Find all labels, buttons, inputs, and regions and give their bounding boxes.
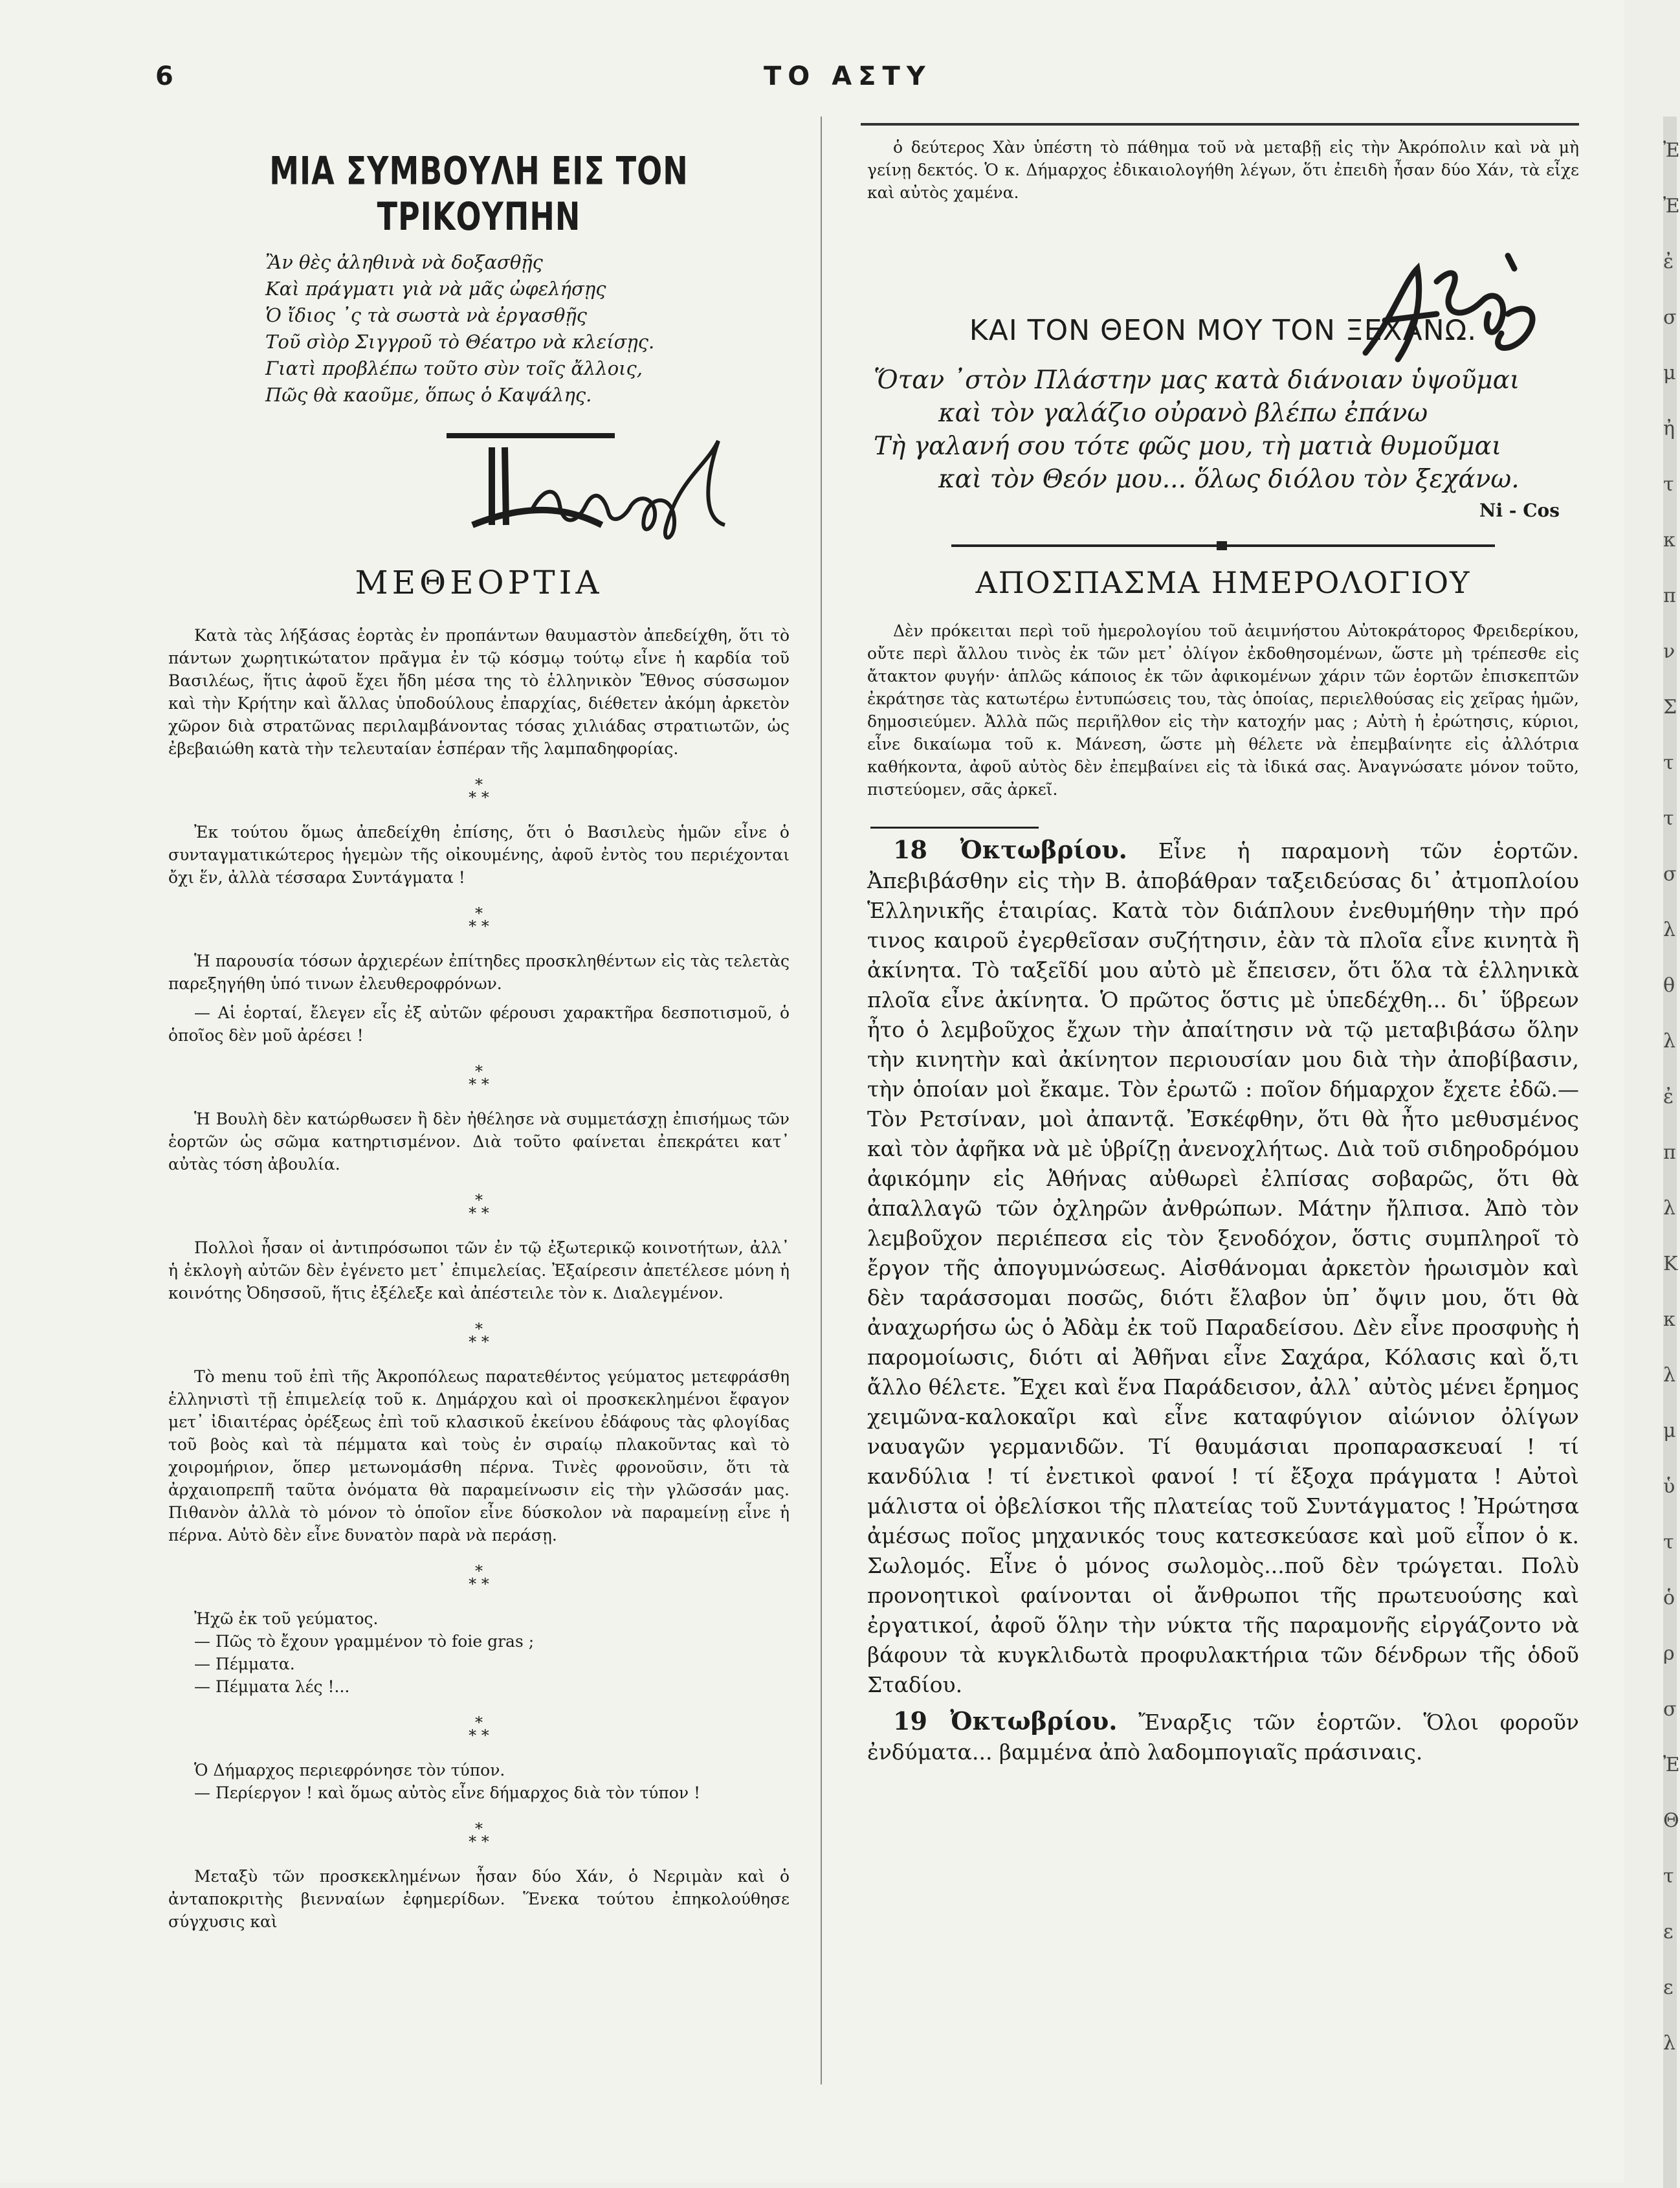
section-title-metheortia: ΜΕΘΕΟΡΤΙΑ xyxy=(355,564,603,601)
poem-line: Ὅταν ᾽στὸν Πλάστην μας κατὰ διάνοιαν ὑψοῦμαι xyxy=(874,366,1520,395)
poem-line: Τὴ γαλανή σου τότε φῶς μου, τὴ ματιὰ θυμοῦμαι xyxy=(874,432,1502,461)
paragraph: — Αἱ ἑορταί, ἔλεγεν εἷς ἐξ αὐτῶν φέρουσι χαρακτῆρα δεσποτισμοῦ, ὁ ὁποῖος δὲν μοῦ ἀρέσει ! xyxy=(168,1003,790,1045)
signature-pelargos xyxy=(447,428,731,551)
poem-line: καὶ τὸν Θεόν μου... ὅλως διόλου τὸν ξεχάνω. xyxy=(938,465,1520,494)
adjacent-page-letter: σ xyxy=(1663,863,1677,886)
adjacent-page-letter: Ἐ xyxy=(1663,1754,1680,1776)
top-rule xyxy=(861,123,1579,126)
separator-stars: * * * xyxy=(469,1714,489,1745)
adjacent-page-letter: ε xyxy=(1663,1976,1674,1999)
dialog-line: — Πέμματα λές !... xyxy=(194,1677,350,1696)
separator-stars: * * * xyxy=(469,776,489,807)
separator-stars: * * * xyxy=(469,1062,489,1093)
section-separator xyxy=(951,544,1495,547)
paragraph: Μεταξὺ τῶν προσκεκλημένων ἦσαν δύο Χάν, ὁ Νεριμὰν καὶ ὁ ἀνταποκριτὴς βιενναίων ἐφημερίδων. Ἕνεκα τούτου ἐπηκολούθησε σύγχυσις καὶ xyxy=(168,1867,790,1931)
adjacent-page-letter: ἐ xyxy=(1663,251,1674,273)
adjacent-page-letter: ὁ xyxy=(1663,1587,1675,1609)
poem-line: Τοῦ σὶὸρ Σιγγροῦ τὸ Θέατρο νὰ κλείσῃς. xyxy=(265,331,655,353)
adjacent-page-letter: ὑ xyxy=(1663,1475,1675,1498)
entry-date: 19 Ὀκτωβρίου. xyxy=(893,1706,1118,1736)
diary-entry xyxy=(867,1706,1579,1767)
left-headline: ΜΙΑ ΣΥΜΒΟΥΛΗ ΕΙΣ ΤΟΝ ΤΡΙΚΟΥΠΗΝ xyxy=(269,148,689,240)
poem-line: Γιατὶ προβλέπω τοῦτο σὺν τοῖς ἄλλοις, xyxy=(265,357,643,379)
left-column xyxy=(168,139,790,1939)
dialog-line: — Περίεργον ! καὶ ὅμως αὐτὸς εἶνε δήμαρχος διὰ τὸν τύπον ! xyxy=(194,1783,701,1802)
adjacent-page-letter: τ xyxy=(1663,807,1674,830)
column-divider xyxy=(821,117,822,2084)
poem-line: καὶ τὸν γαλάζιο οὐρανὸ βλέπω ἐπάνω xyxy=(938,399,1428,428)
adjacent-page-letter: τ xyxy=(1663,473,1674,496)
adjacent-page-letter: ρ xyxy=(1663,1642,1675,1665)
page-number: 6 xyxy=(155,61,173,91)
adjacent-page-letter: κ xyxy=(1663,1308,1675,1331)
diary-entry xyxy=(867,835,1579,1700)
adjacent-page-letter: λ xyxy=(1663,919,1676,941)
paragraph: Ἐκ τούτου ὅμως ἀπεδείχθη ἐπίσης, ὅτι ὁ Βασιλεὺς ἡμῶν εἶνε ὁ συνταγματικώτερος ἡγεμὼν τῆς οἰκουμένης, ἀφοῦ ἐντὸς του περιέχονται ὄχι ἕν, ἀλλὰ τέσσαρα Συντάγματα ! xyxy=(168,823,790,887)
paragraph: Πολλοὶ ἦσαν οἱ ἀντιπρόσωποι τῶν ἐν τῷ ἐξωτερικῷ κοινοτήτων, ἀλλ᾽ ἡ ἐκλογὴ αὐτῶν δὲν ἐγένετο μετ᾽ ἐπιμελείας. Ἐξαίρεσιν ἀπετέλεσε μόνη ἡ κοινότης Ὀδησσοῦ, ἥτις ἐξέλεξε καὶ ἀπέστειλε τὸν κ. Διαλεγμένον. xyxy=(168,1238,790,1302)
adjacent-page-letter: μ xyxy=(1663,1420,1676,1442)
adjacent-page-letter: Θ xyxy=(1663,1809,1679,1832)
adjacent-page-letter: λ xyxy=(1663,1197,1676,1220)
right-column xyxy=(867,136,1579,1767)
poem-line: Ἂν θὲς ἀληθινὰ νὰ δοξασθῇς xyxy=(265,251,543,273)
right-headline: ΚΑΙ ΤΟΝ ΘΕΟΝ ΜΟΥ ΤΟΝ ΞΕΧΑΝΩ. xyxy=(969,314,1477,347)
entry-text: Ἔναρξις τῶν ἑορτῶν. Ὅλοι φοροῦν ἐνδύματα... βαμμένα ἀπὸ λαδομπογιαῖς πράσιναις. xyxy=(867,1710,1579,1765)
dialog-line: Ὁ Δήμαρχος περιεφρόνησε τὸν τύπον. xyxy=(194,1761,505,1780)
signature-ajos xyxy=(1353,243,1547,372)
dialog-line: — Πῶς τὸ ἔχουν γραμμένον τὸ foie gras ; xyxy=(194,1632,535,1651)
separator-stars: * * * xyxy=(469,1320,489,1351)
adjacent-page-letter: Κ xyxy=(1663,1253,1678,1275)
masthead: ΤΟ ΑΣΤΥ xyxy=(764,61,932,91)
adjacent-page-letter: Ἐ xyxy=(1663,195,1680,218)
paragraph: Τὸ menu τοῦ ἐπὶ τῆς Ἀκροπόλεως παρατεθέντος γεύματος μετεφράσθη ἑλληνιστὶ τῇ ἐπιμελείᾳ τοῦ κ. Δημάρχου καὶ οἱ προσκεκλημένοι ἔφαγον μετ᾽ ἰδιαιτέρας ὀρέξεως ἐπὶ τοῦ κλασικοῦ ἐκείνου ἐδάφους τὰς φλογίδας τοῦ βοὸς καὶ τὰ πέμματα καὶ τοὺς ἐν σιραίῳ πλακοῦντας καὶ τὸ χοιρομήριον, ὅπερ μετωνομάσθη πέρνα. Τινὲς φρονοῦσιν, ὅτι τὰ ἀρχαιοπρεπῆ ταῦτα ὀνόματα θὰ παραμείνωσιν εἰς τὴν γλῶσσάν μας. Πιθανὸν ἀλλὰ τὸ μόνον τὸ ὁποῖον εἶνε δύσκολον νὰ παραμείνῃ εἶνε ἡ πέρνα. Αὐτὸ δὲν εἶνε δυνατὸν παρὰ νὰ περάσῃ. xyxy=(168,1367,790,1545)
separator-stars: * * * xyxy=(469,1191,489,1222)
separator-stars: * * * xyxy=(469,904,489,935)
poem-line: Ὁ ἴδιος ᾽ς τὰ σωστὰ νὰ ἐργασθῇς xyxy=(265,304,587,326)
diary-rule xyxy=(870,827,1039,829)
dialog-line: — Πέμματα. xyxy=(194,1655,295,1673)
adjacent-page-letter: λ xyxy=(1663,2032,1676,2055)
adjacent-page-letter: ἐ xyxy=(1663,1086,1674,1108)
adjacent-page-letter: π xyxy=(1663,585,1676,607)
adjacent-page-letter: ε xyxy=(1663,1921,1674,1943)
diary-title: ΑΠΟΣΠΑΣΜΑ ΗΜΕΡΟΛΟΓΙΟΥ xyxy=(975,565,1471,600)
paragraph: Ἡ Βουλὴ δὲν κατώρθωσεν ἢ δὲν ἠθέλησε νὰ συμμετάσχῃ ἐπισήμως τῶν ἑορτῶν ὡς σῶμα κατηρτισμένον. Διὰ τοῦτο φαίνεται ἐπεκράτει κατ᾽ αὐτὰς τόση ἀβουλία. xyxy=(168,1110,790,1174)
entry-text: Εἶνε ἡ παραμονὴ τῶν ἑορτῶν. Ἀπεβιβάσθην εἰς τὴν Β. ἀποβάθραν ταξειδεύσας δι᾽ ἀτμοπλοίου Ἑλληνικῆς ἑταιρίας. Κατὰ τὸν διάπλουν ἐνεθυμήθην τὴν πρό τινος καιροῦ ἐγερθεῖσαν συζήτησιν, ἐὰν τὰ πλοῖα εἶνε κινητὰ ἢ ἀκίνητα. Τὸ ταξεῖδί μου αὐτὸ μὲ ἔπεισεν, ὅτι ὅλα τὰ ἑλληνικὰ πλοῖα εἶνε ἀκίνητα. Ὁ πρῶτος ὅστις μὲ ὑπεδέχθη... δι᾽ ὕβρεων ἦτο ὁ λεμβοῦχος ἔχων τὴν ἀπαίτησιν νὰ τῷ μεταβιβάσω ὅλην τὴν κινητὴν καὶ ἀκίνητον περιουσίαν μου διὰ τὴν ἀποβίβασιν, τὴν ὁποίαν μοὶ ἔκαμε. Τὸν ἐρωτῶ : ποῖον δήμαρχον ἔχετε ἐδῶ.—Τὸν Ρετσίναν, μοὶ ἀπαντᾷ. Ἐσκέφθην, ὅτι θὰ ἦτο μεθυσμένος καὶ τὸν ἀφῆκα νὰ μὲ ὑβρίζῃ ἀνενοχλήτως. Διὰ τοῦ σιδηροδρόμου ἀφικόμην εἰς Ἀθήνας αὐθωρεὶ ἐλπίσας σοβαρῶς, ὅτι θὰ ἀπαλλαγῶ τῶν ὀχληρῶν ἀνθρώπων. Μάτην ἤλπισα. Ἀπὸ τὸν λεμβοῦχον περιέπεσα εἰς τὸν ξενοδόχον, ὅστις συμπληροῖ τὸ ἔργον τῆς ἀπογυμνώσεως. Αἰσθάνομαι ἀρκετὸν ἡρωισμὸν καὶ δὲν ταράσσομαι ποσῶς, διότι ἔλαβον ὑπ᾽ ὄψιν μου, ὅτι θὰ ἀναχωρήσω ὡς ὁ Ἀδὰμ ἐκ τοῦ Παραδείσου. Δὲν εἶνε προσφυὴς ἡ παρομοίωσις, διότι αἱ Ἀθῆναι εἶνε Σαχάρα, Κόλασις καὶ ὅ,τι ἄλλο θέλετε. Ἔχει καὶ ἕνα Παράδεισον, ἀλλ᾽ αὐτὸς μένει ἔρημος χειμῶνα-καλοκαῖρι καὶ εἶνε καταφύγιον αἰώνιον ὀλίγων ναυαγῶν γερμανιδῶν. Τί θαυμάσιαι προπαρασκευαί ! τί κανδύλια ! τί ἐνετικοὶ φανοί ! τί ἔξοχα πράγματα ! Αὐτοὶ μάλιστα οἱ ὀβελίσκοι τῆς πλατείας τοῦ Συντάγματος ! Ἠρώτησα ἀμέσως ποῖος μηχανικός τους κατεσκεύασε καὶ μοῦ εἶπον ὁ κ. Σωλομός. Εἶνε ὁ μόνος σωλομὸς...ποῦ δὲν τρώγεται. Πολὺ προνοητικοὶ φαίνονται οἱ ἄνθρωποι τῆς πρωτευούσης καὶ ἐργατικοί, ἀφοῦ ὅλην τὴν νύκτα τῆς παραμονῆς εἰργάζοντο νὰ βάφουν τὰ κυγκλιδωτὰ προφυλακτήρια τῶν δένδρων τῆς ὁδοῦ Σταδίου. xyxy=(867,838,1579,1697)
right-poem xyxy=(874,364,1579,496)
adjacent-page-letter: λ xyxy=(1663,1364,1676,1387)
left-poem xyxy=(265,249,790,408)
adjacent-page-letter: τ xyxy=(1663,1531,1674,1554)
adjacent-page-letter: λ xyxy=(1663,1030,1676,1053)
poem-author: Ni - Cos xyxy=(1479,500,1560,521)
paragraph: Ἡ παρουσία τόσων ἀρχιερέων ἐπίτηδες προσκληθέντων εἰς τὰς τελετὰς παρεξηγήθη ὑπό τινων ἐλευθεροφρόνων. xyxy=(168,952,790,993)
adjacent-page-letter: π xyxy=(1663,1141,1676,1164)
adjacent-page-letter: σ xyxy=(1663,306,1677,329)
dialog-line: Ἠχῶ ἐκ τοῦ γεύματος. xyxy=(194,1609,379,1628)
diary-intro: Δὲν πρόκειται περὶ τοῦ ἡμερολογίου τοῦ ἀειμνήστου Αὐτοκράτορος Φρειδερίκου, οὔτε περὶ ἄλλου τινὸς ἐκ τῶν μετ᾽ ὀλίγον ἐκδοθησομένων, ὥστε μὴ τρέπεσθε εἰς ἄτακτον φυγήν· ἁπλῶς κάποιος ἐκ τῶν ἀφικομένων χάριν τῶν ἑορτῶν ἐπισκεπτῶν ἐκράτησε τὰς κατωτέρω ἐντυπώσεις του, τὰς ὁποίας, περιελθούσας εἰς χεῖρας ἡμῶν, δημοσιεύμεν. Ἀλλὰ πῶς περιῆλθον εἰς τὴν κατοχήν μας ; Αὐτὴ ἡ ἐρώτησις, κύριοι, εἶνε δικαίωμα τοῦ κ. Μάνεση, ὥστε μὴ θέλετε νὰ ἐπεμβαίνητε εἰς ἀλλότρια καθήκοντα, ἀφοῦ αὐτὸς δὲν ἐπεμβαίνει εἰς τὰ ἰδικά σας. Ἀναγνώσατε μόνον τοῦτο, πιστεύομεν, σᾶς ἀρκεῖ. xyxy=(867,621,1579,799)
adjacent-page-letter: θ xyxy=(1663,974,1675,997)
paragraph: ὁ δεύτερος Χὰν ὑπέστη τὸ πάθημα τοῦ νὰ μεταβῇ εἰς τὴν Ἀκρόπολιν καὶ νὰ μὴ γείνῃ δεκτός. Ὁ κ. Δήμαρχος ἐδικαιολογήθη λέγων, ὅτι ἐπειδὴ ἦσαν δύο Χάν, τὰ εἶχε καὶ αὐτὸς χαμένα. xyxy=(867,138,1579,202)
separator-stars: * * * xyxy=(469,1820,489,1851)
separator-stars: * * * xyxy=(469,1562,489,1593)
adjacent-page-letter: Ἐ xyxy=(1663,139,1680,162)
adjacent-page-letter: ν xyxy=(1663,640,1675,663)
adjacent-page-letter: τ xyxy=(1663,1865,1674,1888)
poem-line: Καὶ πράγματι γιὰ νὰ μᾶς ὠφελήσῃς xyxy=(265,278,606,300)
adjacent-page-letter: ἠ xyxy=(1663,418,1675,440)
adjacent-page-letter: Σ xyxy=(1663,696,1677,719)
entry-date: 18 Ὀκτωβρίου. xyxy=(893,835,1127,864)
adjacent-page-letter: κ xyxy=(1663,529,1675,552)
adjacent-page-letter: τ xyxy=(1663,752,1674,774)
adjacent-page-letter: σ xyxy=(1663,1698,1677,1721)
paragraph: Κατὰ τὰς λήξάσας ἑορτὰς ἐν προπάντων θαυμαστὸν ἀπεδείχθη, ὅτι τὸ πάντων χωρητικώτατον πρᾶγμα ἐν τῷ κόσμῳ τούτῳ εἶνε ἡ καρδία τοῦ Βασιλέως, ἥτις ἀφοῦ ἔχει ἤδη μέσα της τὸ ἑλληνικὸν Ἔθνος σύσσωμον καὶ τὴν Κρήτην καὶ ἄλλας ὑποδούλους ἐπαρχίας, διέθετεν ἀκόμη ἀρκετὸν χῶρον διὰ στρατῶνας περιλαμβάνοντας τόσας χιλιάδας στρατιωτῶν, ὡς ἐβεβαιώθη κατὰ τὴν τελευταίαν ἑσπέραν τῆς λαμπαδηφορίας. xyxy=(168,626,790,758)
poem-line: Πῶς θὰ καοῦμε, ὅπως ὁ Καψάλης. xyxy=(265,384,592,406)
adjacent-page-letter: μ xyxy=(1663,362,1676,385)
